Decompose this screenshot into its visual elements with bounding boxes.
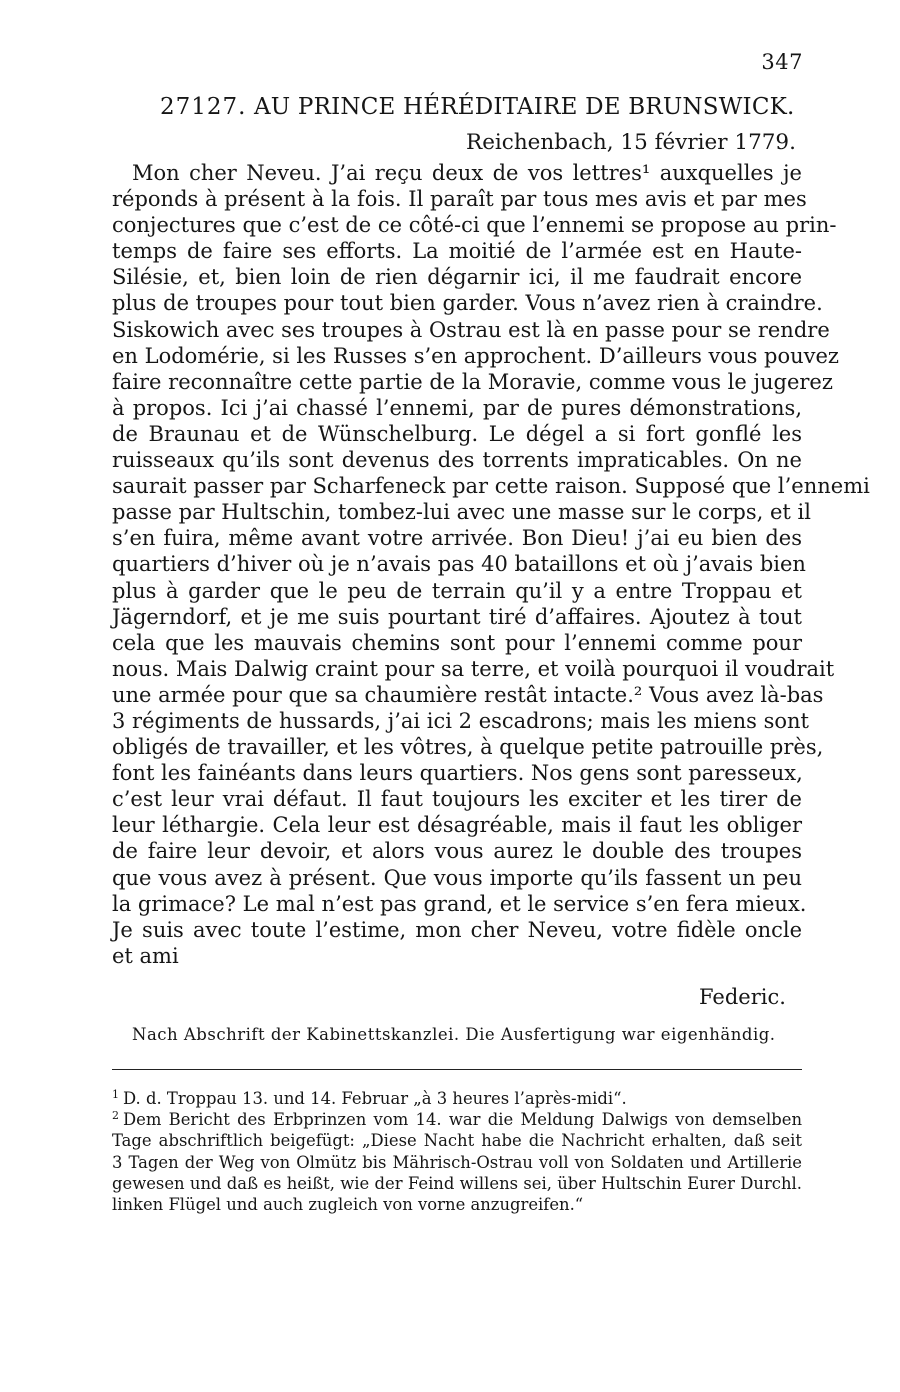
footnote-divider	[112, 1069, 802, 1070]
letter-line: une armée pour que sa chaumière restât intacte.² Vous avez là-bas	[112, 682, 824, 707]
letter-line: saurait passer par Scharfeneck par cette raison. Supposé que l’ennemi	[112, 474, 870, 499]
letter-line: leur léthargie. Cela leur est désagréable, mais il faut les obliger	[112, 813, 802, 838]
letter-line: Je suis avec toute l’estime, mon cher Neveu, votre fidèle oncle	[112, 917, 802, 942]
letter-line: obligés de travailler, et les vôtres, à quelque petite patrouille près,	[112, 735, 824, 760]
letter-line: et ami	[112, 943, 179, 968]
letter-line: plus de troupes pour tout bien garder. Vous n’avez rien à craindre.	[112, 291, 823, 316]
letter-line: s’en fuira, même avant votre arrivée. Bon Dieu! j’ai eu bien des	[112, 526, 802, 551]
letter-line: que vous avez à présent. Que vous importe qu’ils fassent un peu	[112, 865, 802, 890]
letter-line: la grimace? Le mal n’est pas grand, et le service s’en fera mieux.	[112, 891, 807, 916]
signature: Federic.	[699, 985, 786, 1009]
letter-line: réponds à présent à la fois. Il paraît par tous mes avis et par mes	[112, 187, 807, 212]
letter-line: conjectures que c’est de ce côté-ci que l’ennemi se propose au prin-	[112, 213, 837, 238]
letter-line: quartiers d’hiver où je n’avais pas 40 bataillons et où j’avais bien	[112, 552, 806, 577]
footnote-text: gewesen und daß es heißt, wie der Feind willens sei, über Hultschin Eurer Durchl.	[112, 1173, 802, 1193]
page-number: 347	[761, 50, 803, 74]
letter-line: c’est leur vrai défaut. Il faut toujours les exciter et les tirer de	[112, 787, 802, 812]
letter-line: Silésie, et, bien loin de rien dégarnir ici, il me faudrait encore	[112, 265, 802, 290]
footnote-text: D. d. Troppau 13. und 14. Februar „à 3 heures l’après-midi“.	[123, 1089, 627, 1108]
dateline: Reichenbach, 15 février 1779.	[466, 130, 796, 155]
letter-line: de faire leur devoir, et alors vous aurez le double des troupes	[112, 839, 802, 864]
footnote-line	[112, 1109, 802, 1130]
footnote-line	[112, 1194, 802, 1215]
footnote-line	[112, 1088, 802, 1109]
letter-line: à propos. Ici j’ai chassé l’ennemi, par de pures démonstrations,	[112, 395, 802, 420]
letter-line: cela que les mauvais chemins sont pour l’ennemi comme pour	[112, 630, 802, 655]
footnote-text: linken Flügel und auch zugleich von vorne anzugreifen.“	[112, 1195, 584, 1215]
letter-line: faire reconnaître cette partie de la Moravie, comme vous le jugerez	[112, 369, 833, 394]
letter-line: Jägerndorf, et je me suis pourtant tiré d’affaires. Ajoutez à tout	[112, 604, 802, 629]
letter-line: de Braunau et de Wünschelburg. Le dégel a si fort gonflé les	[112, 421, 802, 446]
footnote-line	[112, 1173, 802, 1194]
footnote-text: 3 Tagen der Weg von Olmütz bis Mährisch-Ostrau voll von Soldaten und Artillerie	[112, 1152, 802, 1172]
letter-body	[112, 160, 870, 969]
footnote-marker: 2	[112, 1109, 119, 1123]
footnotes	[112, 1088, 802, 1215]
source-note: Nach Abschrift der Kabinettskanzlei. Die Ausfertigung war eigenhändig.	[132, 1025, 776, 1044]
letter-line: plus à garder que le peu de terrain qu’il y a entre Troppau et	[112, 578, 802, 603]
letter-line: 3 régiments de hussards, j’ai ici 2 escadrons; mais les miens sont	[112, 708, 809, 733]
footnote-text: Tage abschriftlich beigefügt: „Diese Nacht habe die Nachricht erhalten, daß seit	[112, 1131, 802, 1151]
footnote-text: Dem Bericht des Erbprinzen vom 14. war die Meldung Dalwigs von demselben	[123, 1110, 802, 1130]
letter-line: Siskowich avec ses troupes à Ostrau est là en passe pour se rendre	[112, 317, 830, 342]
letter-line: font les fainéants dans leurs quartiers. Nos gens sont paresseux,	[112, 761, 803, 786]
footnote-line	[112, 1130, 802, 1151]
letter-line: ruisseaux qu’ils sont devenus des torrents impraticables. On ne	[112, 448, 802, 473]
letter-number: 27127.	[160, 94, 247, 120]
letter-line: Mon cher Neveu. J’ai reçu deux de vos lettres¹ auxquelles je	[132, 161, 802, 185]
footnote-marker: 1	[112, 1088, 119, 1101]
letter-recipient: AU PRINCE HÉRÉDITAIRE DE BRUNSWICK.	[254, 94, 795, 120]
letter-line: nous. Mais Dalwig craint pour sa terre, et voilà pourquoi il voudrait	[112, 656, 835, 681]
letter-line: temps de faire ses efforts. La moitié de l’armée est en Haute-	[112, 239, 802, 264]
letter-line: passe par Hultschin, tombez-lui avec une masse sur le corps, et il	[112, 500, 811, 525]
footnote-line	[112, 1152, 802, 1173]
letter-line: en Lodomérie, si les Russes s’en approchent. D’ailleurs vous pouvez	[112, 343, 839, 368]
letter-title	[160, 94, 795, 120]
